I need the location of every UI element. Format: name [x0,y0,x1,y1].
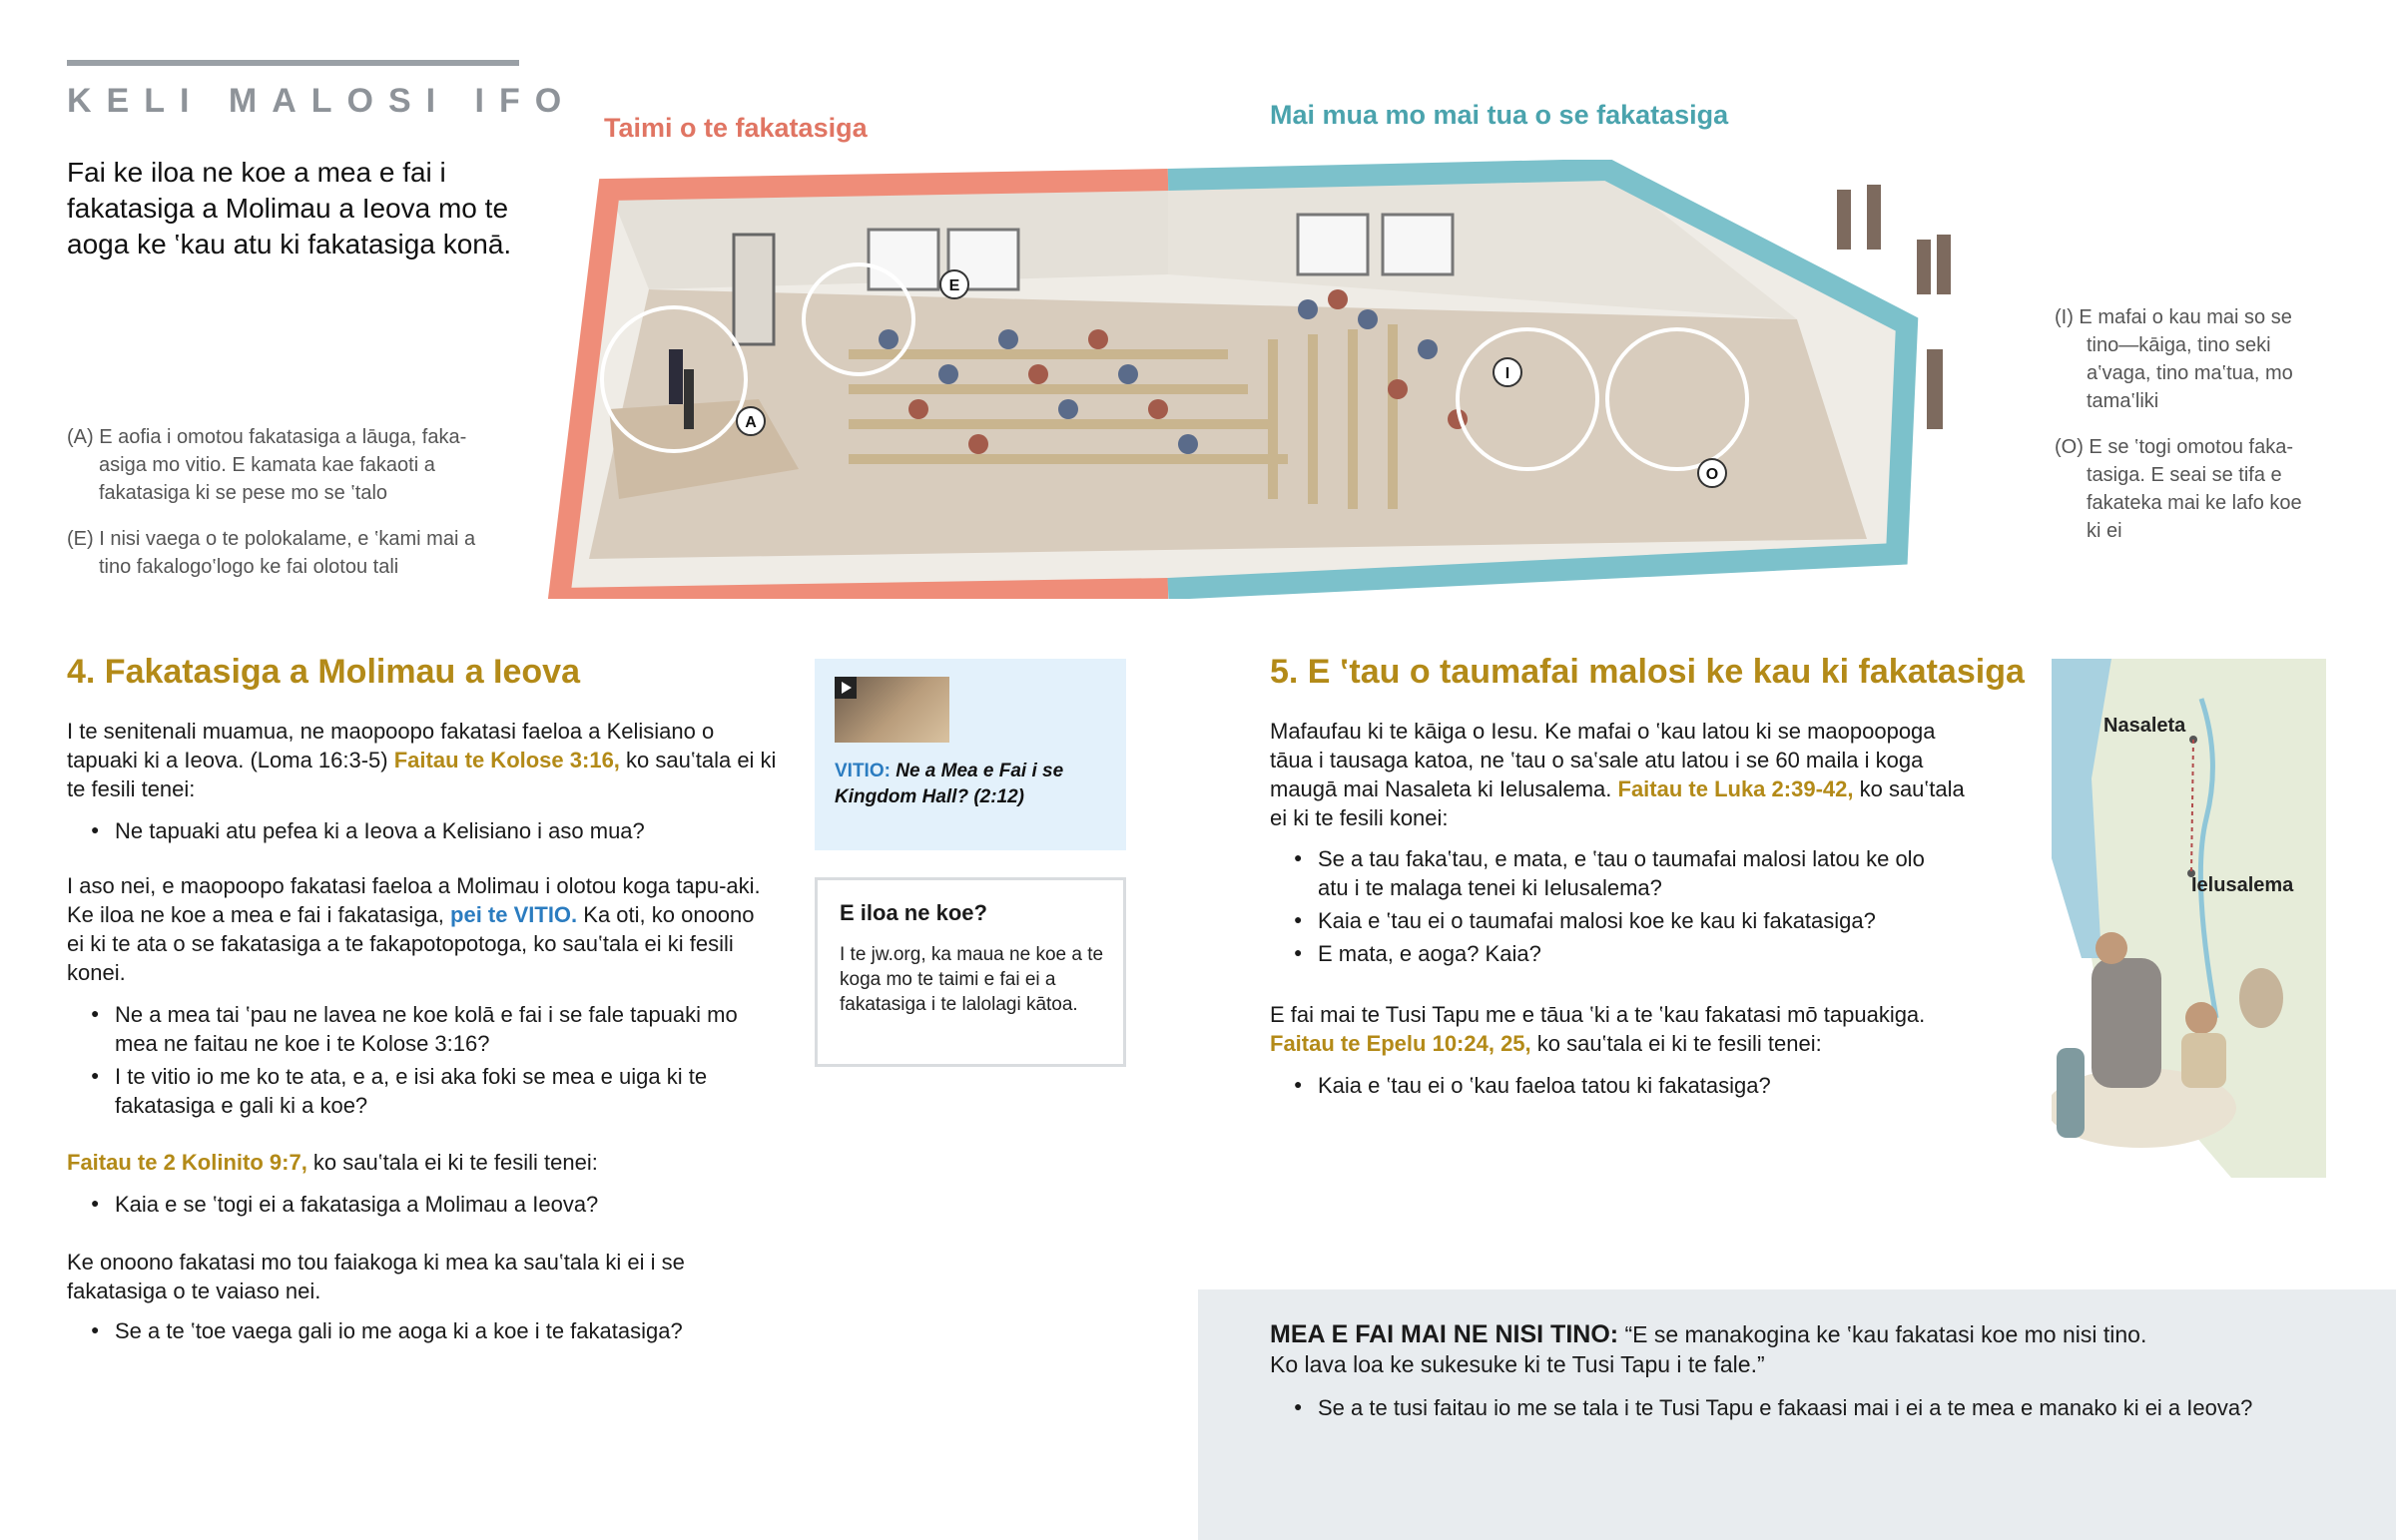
question: ● I te vitio io me ko te ata, e a, e isi aka foki se mea e uiga ki te fakatasiga e gali ki a koe? [67,1062,746,1120]
marker-i [1494,358,1521,386]
notes-left [67,423,486,599]
label-before-after: Mai mua mo mai tua o se fakatasiga [1270,100,1729,130]
section-5-list-1 [1270,844,1949,972]
question: ● Kaia e ‛tau ei o taumafai malosi koe ke kau ki fakatasiga? [1270,906,1949,935]
section-4-list-1 [67,816,786,849]
infobox-body: I te jw.org, ka maua ne koe a te koga mo te taimi e fai ei a fakatasiga i te lalolagi kātoa. [840,944,1104,1015]
section-kicker: KELI MALOSI IFO [67,82,577,120]
kingdom-hall-illustration [529,160,1957,599]
intro-text: Fai ke iloa ne koe a mea e fai i fakatasiga a Molimau a Ieova mo te aoga ke ‛kau atu ki fakatasiga konā. [67,157,512,259]
marker-a-label: A [745,414,757,431]
scripture-ref[interactable]: Faitau te Luka 2:39-42, [1617,776,1854,801]
marker-o [1698,459,1726,487]
marker-e [940,270,968,298]
section-4-p4: Ke onoono fakatasi mo tou faiakoga ki mea ka sau‛tala ki ei i se fakatasiga o te vaiaso nei. [67,1250,685,1303]
notes-right [2055,303,2314,563]
question: ● Kaia e se ‛togi ei a fakatasiga a Molimau a Ieova? [67,1190,786,1219]
section-4-list-4 [67,1316,786,1349]
text: Ka oti, ko onoono ei ki te ata o se fakatasiga a te fakapotopotoga, ko sau‛tala ei ki fesili konei. [67,902,755,985]
quote-line-1: “E se manakogina ke ‛kau fakatasi koe mo nisi tino. [1618,1321,2147,1347]
section-5-p2 [1270,1000,1969,1058]
note-i: (I) E mafai o kau mai so se tino—kāiga, tino seki a‛vaga, tino ma‛tua, mo tama‛liki [2055,306,2293,412]
text: ko sau‛tala ei ki te fesili tenei: [1530,1031,1822,1056]
marker-i-label: I [1504,365,1510,382]
infobox-title: E iloa ne koe? [840,900,987,925]
question: ● Se a te tusi faitau io me se tala i te Tusi Tapu e fakaasi mai i ei a te mea e manako ki ei a Ieova? [1270,1393,2378,1422]
marker-a [737,407,765,435]
others-say-quote [1270,1319,2368,1379]
header-rule [67,60,519,66]
text: E fai mai te Tusi Tapu me e tāua ‛ki a te ‛kau fakatasi mō tapuakiga. [1270,1002,1926,1027]
scripture-ref[interactable]: Faitau te 2 Kolinito 9:7, [67,1150,307,1175]
section-4-p2 [67,871,766,987]
place-ielusalema: Ielusalema [2191,874,2294,896]
note-a: (A) E aofia i omotou fakatasiga a lāuga, faka-asiga mo vitio. E kamata kae fakaoti a fakatasiga ki se pese mo se ‛talo [67,426,467,504]
section-4-title: 4. Fakatasiga a Molimau a Ieova [67,653,581,691]
question: ● E mata, e aoga? Kaia? [1270,939,1949,968]
section-4-list-2 [67,1000,746,1124]
did-you-know-box [815,877,1126,1067]
quote-line-2: Ko lava loa ke sukesuke ki te Tusi Tapu i te fale.” [1270,1351,1765,1377]
marker-e-label: E [948,277,960,294]
video-title: Ne a Mea e Fai i se Kingdom Hall? (2:12) [835,761,1064,807]
place-nasaleta: Nasaleta [2103,715,2186,737]
scripture-ref[interactable]: Faitau te Kolose 3:16, [393,748,620,772]
question: ● Kaia e ‛tau ei o ‛kau faeloa tatou ki fakatasiga? [1270,1071,1969,1100]
label-meeting-time: Taimi o te fakatasiga [604,113,868,143]
text: ko sau‛tala ei ki te fesili konei: [1270,776,1965,830]
video-link[interactable]: pei te VITIO. [450,902,578,927]
others-say-lead: MEA E FAI MAI NE NISI TINO: [1270,1320,1619,1348]
video-tag: VITIO: [835,761,891,781]
question: ● Se a tau faka‛tau, e mata, e ‛tau o taumafai malosi latou ke olo atu i te malaga tenei ki Ielusalema? [1270,844,1949,902]
section-5-title: 5. E ‛tau o taumafai malosi ke kau ki fakatasiga [1270,653,2025,691]
play-icon[interactable] [835,677,857,699]
question: ● Ne tapuaki atu pefea ki a Ieova a Kelisiano i aso mua? [67,816,786,845]
text: Mafaufau ki te kāiga o Iesu. Ke mafai o ‛kau latou ki se maopoopoga tāua i tausaga katoa, ne ‛tau o sa‛sale atu latou i se 60 maila i koga maugā mai Nasaleta ki Ielusalema. [1270,719,1936,801]
question: ● Se a te ‛toe vaega gali io me aoga ki a koe i te fakatasiga? [67,1316,786,1345]
map-illustration [2052,659,2326,1183]
video-caption[interactable] [835,759,1114,810]
section-4-list-3 [67,1190,786,1223]
note-e: (E) I nisi vaega o te polokalame, e ‛kami mai a tino fakalogo‛logo ke fai olotou tali [67,528,476,578]
question: ● Ne a mea tai ‛pau ne lavea ne koe kolā e fai i se fale tapuaki mo mea ne faitau ne koe i te Kolose 3:16? [67,1000,746,1058]
text: I aso nei, e maopoopo fakatasi faeloa a Molimau i olotou koga tapu-aki. Ke iloa ne koe a mea e fai i fakatasiga, [67,873,761,927]
section-4-p3 [67,1148,786,1177]
note-o: (O) E se ‛togi omotou faka-tasiga. E seai se tifa e fakateka mai ke lafo koe ki ei [2055,436,2302,542]
scripture-ref[interactable]: Faitau te Epelu 10:24, 25, [1270,1031,1531,1056]
section-5-list-2 [1270,1071,1969,1104]
text: ko sau‛tala ei ki te fesili tenei: [306,1150,598,1175]
text: I te senitenali muamua, ne maopoopo fakatasi faeloa a Kelisiano o tapuaki ki a Ieova. (Loma 16:3-5) [67,719,715,772]
text: ko sau‛tala ei ki te fesili tenei: [67,748,777,801]
marker-o-label: O [1705,466,1719,483]
others-say-list [1270,1393,2378,1426]
section-5-p1 [1270,717,1969,832]
section-4-p1 [67,717,786,803]
